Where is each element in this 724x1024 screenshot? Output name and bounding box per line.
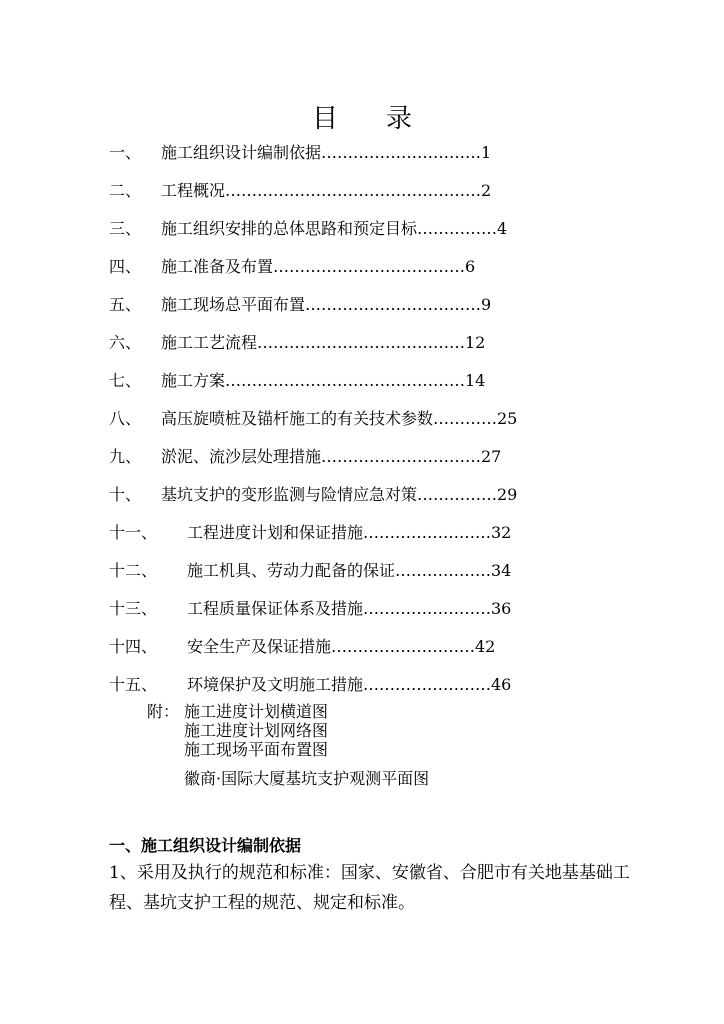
toc-text: 施工机具、劳动力配备的保证………………34 xyxy=(187,561,512,580)
toc-number: 十一、 xyxy=(109,523,158,542)
appendix-item: 施工进度计划横道图 xyxy=(184,702,329,721)
toc-text: 施工组织设计编制依据…………………………1 xyxy=(161,143,492,162)
page-title xyxy=(0,98,724,135)
toc-number: 十、 xyxy=(109,485,142,504)
toc-number: 七、 xyxy=(109,371,142,390)
toc-text: 施工现场总平面布置……………………………9 xyxy=(161,295,492,314)
toc-number: 二、 xyxy=(109,181,142,200)
toc-number: 三、 xyxy=(109,219,142,238)
toc-text: 基坑支护的变形监测与险情应急对策……………29 xyxy=(161,485,518,504)
toc-text: 施工准备及布置………………………………6 xyxy=(161,257,476,276)
appendix-item: 徽商·国际大厦基坑支护观测平面图 xyxy=(184,769,430,788)
title-char-left: 目 xyxy=(311,104,338,134)
title-char-right: 录 xyxy=(386,104,413,134)
toc-number: 十二、 xyxy=(109,561,158,580)
toc-number: 八、 xyxy=(109,409,142,428)
toc-text: 施工工艺流程…………………………………12 xyxy=(161,333,486,352)
toc-text: 高压旋喷桩及锚杆施工的有关技术参数…………25 xyxy=(161,409,518,428)
toc-number: 六、 xyxy=(109,333,142,352)
toc-text: 施工组织安排的总体思路和预定目标……………4 xyxy=(161,219,508,238)
toc-number: 四、 xyxy=(109,257,142,276)
toc-number: 十四、 xyxy=(109,637,158,656)
appendix-item: 施工现场平面布置图 xyxy=(184,740,329,759)
section-heading: 一、施工组织设计编制依据 xyxy=(109,836,302,855)
toc-text: 工程进度计划和保证措施……………………32 xyxy=(187,523,512,542)
toc-text: 工程概况…………………………………………2 xyxy=(161,181,492,200)
toc-text: 施工方案………………………………………14 xyxy=(161,371,486,390)
toc-number: 十三、 xyxy=(109,599,158,618)
toc-number: 十五、 xyxy=(109,675,158,694)
toc-text: 工程质量保证体系及措施……………………36 xyxy=(187,599,512,618)
toc-number: 一、 xyxy=(109,143,142,162)
toc-text: 淤泥、流沙层处理措施…………………………27 xyxy=(161,447,502,466)
toc-number: 五、 xyxy=(109,295,142,314)
toc-number: 九、 xyxy=(109,447,142,466)
toc-text: 环境保护及文明施工措施……………………46 xyxy=(187,675,512,694)
section-paragraph: 1、采用及执行的规范和标准：国家、安徽省、合肥市有关地基基础工程、基坑支护工程的规范、规定和标准。 xyxy=(109,863,630,913)
toc-text: 安全生产及保证措施………………………42 xyxy=(187,637,496,656)
appendix-label: 附： xyxy=(147,702,180,721)
appendix-item: 施工进度计划网络图 xyxy=(184,721,329,740)
